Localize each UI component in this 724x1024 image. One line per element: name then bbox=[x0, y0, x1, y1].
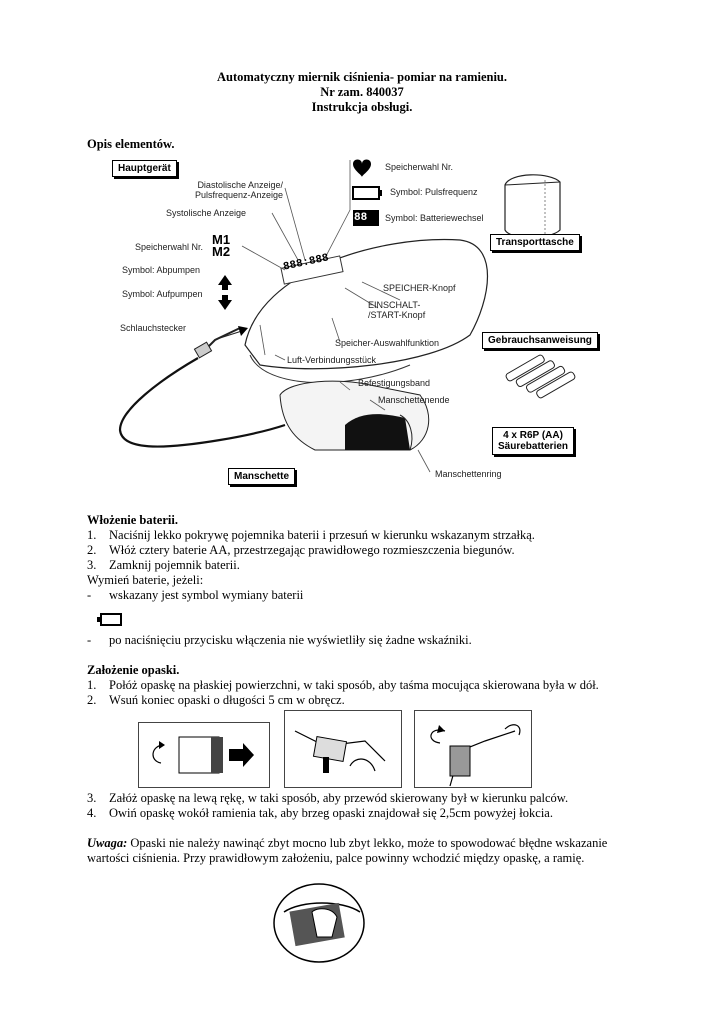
label-memory-select: Speicher-Auswahlfunktion bbox=[335, 338, 440, 348]
cuff-illustration-3 bbox=[414, 710, 532, 788]
cuff-illustration-1 bbox=[138, 722, 270, 788]
batteries-line-1: 4 x R6P (AA) bbox=[503, 430, 563, 441]
label-hose-plug: Schlauchstecker bbox=[120, 323, 187, 333]
label-m1: M1 bbox=[212, 232, 231, 247]
batteries-steps bbox=[87, 528, 535, 603]
label-diastolic bbox=[120, 180, 283, 200]
note-text-1: Opaski nie należy nawinąć zbyt mocno lub zbyt lekko, może to spowodować błędne wskazanie bbox=[127, 836, 608, 850]
cuff-step-4: 4. Owiń opaskę wokół ramienia tak, aby brzeg opaski znajdował się 2,5cm powyżej łokcia. bbox=[87, 806, 553, 820]
digits-symbol: 88 bbox=[354, 212, 368, 224]
battery-icon bbox=[353, 187, 379, 199]
label-diastolic-1: Diastolische Anzeige/ bbox=[197, 180, 283, 190]
heart-icon bbox=[353, 160, 371, 178]
arrow-down-icon bbox=[218, 295, 232, 310]
note-text-2: wartości ciśnienia. Przy prawidłowym założeniu, palce powinny wchodzić między opaskę, a ramię. bbox=[87, 851, 585, 865]
battery-step-1: 1. Naciśnij lekko pokrywę pojemnika baterii i przesuń w kierunku wskazanym strzałką. bbox=[87, 528, 535, 542]
label-systolic: Systolische Anzeige bbox=[166, 208, 247, 218]
label-start-2: /START-Knopf bbox=[368, 310, 426, 320]
box-cuff: Manschette bbox=[228, 468, 295, 485]
cuff-steps-1-2 bbox=[87, 678, 599, 708]
note-label: Uwaga: bbox=[87, 836, 128, 850]
label-air-connector: Luft-Verbindungsstück bbox=[287, 355, 377, 365]
replace-intro: Wymień baterie, jeżeli: bbox=[87, 573, 204, 587]
replace-bullet-1: - wskazany jest symbol wymiany baterii bbox=[87, 588, 304, 602]
title-manual: Instrukcja obsługi. bbox=[311, 100, 413, 114]
cuff-step-1: 1. Połóż opaskę na płaskiej powierzchni, w taki sposób, aby taśma mocująca skierowana była w dół. bbox=[87, 678, 599, 692]
cuff-fit-illustration bbox=[272, 882, 366, 964]
document-title bbox=[0, 70, 724, 115]
label-memory-left: Speicherwahl Nr. bbox=[135, 242, 204, 252]
label-m2: M2 bbox=[212, 244, 231, 259]
label-strap: Befestigungsband bbox=[358, 378, 431, 388]
cuff-heading: Założenie opaski. bbox=[87, 663, 180, 677]
replace-bullet-2: - po naciśnięciu przycisku włączenia nie wyświetliły się żadne wskaźniki. bbox=[87, 633, 472, 647]
battery-change-icon bbox=[97, 612, 127, 628]
label-diastolic-2: Pulsfrequenz-Anzeige bbox=[194, 190, 283, 200]
cuff-illustration-2 bbox=[284, 710, 402, 788]
label-memory-button: SPEICHER-Knopf bbox=[383, 283, 456, 293]
display-digits: 888:888 bbox=[282, 252, 330, 274]
battery-step-3: 3. Zamknij pojemnik baterii. bbox=[87, 558, 240, 572]
label-start-1: EINSCHALT- bbox=[368, 300, 421, 310]
label-inflate: Symbol: Aufpumpen bbox=[122, 289, 203, 299]
label-cuff-end: Manschettenende bbox=[378, 395, 450, 405]
label-start-button bbox=[368, 300, 425, 320]
cuff-note bbox=[87, 836, 607, 866]
box-manual: Gebrauchsanweisung bbox=[482, 332, 598, 349]
batteries-line-2: Säurebatterien bbox=[498, 441, 569, 452]
box-main-unit: Hauptgerät bbox=[112, 160, 177, 177]
label-cuff-ring: Manschettenring bbox=[435, 469, 502, 479]
cuff-step-3: 3. Załóż opaskę na lewą rękę, w taki sposób, aby przewód skierowany był w kierunku palców. bbox=[87, 791, 569, 805]
cuff-step-2: 2. Wsuń koniec opaski o długości 5 cm w obręcz. bbox=[87, 693, 345, 707]
battery-step-2: 2. Włóż cztery baterie AA, przestrzegając prawidłowego rozmieszczenia biegunów. bbox=[87, 543, 515, 557]
box-batteries bbox=[492, 427, 574, 455]
label-memory-right: Speicherwahl Nr. bbox=[385, 162, 454, 172]
title-order-number: Nr zam. 840037 bbox=[320, 85, 404, 99]
batteries-heading: Włożenie baterii. bbox=[87, 513, 178, 527]
arrow-up-icon bbox=[218, 275, 232, 290]
label-battery-change: Symbol: Batteriewechsel bbox=[385, 213, 484, 223]
cuff-steps-3-4 bbox=[87, 791, 568, 821]
box-case: Transporttasche bbox=[490, 234, 580, 251]
label-pulse: Symbol: Pulsfrequenz bbox=[390, 187, 478, 197]
label-deflate: Symbol: Abpumpen bbox=[122, 265, 201, 275]
elements-heading: Opis elementów. bbox=[87, 137, 175, 151]
memory-labels bbox=[212, 234, 230, 258]
title-line-1: Automatyczny miernik ciśnienia- pomiar na ramieniu. bbox=[216, 70, 508, 84]
device-diagram bbox=[100, 150, 620, 495]
